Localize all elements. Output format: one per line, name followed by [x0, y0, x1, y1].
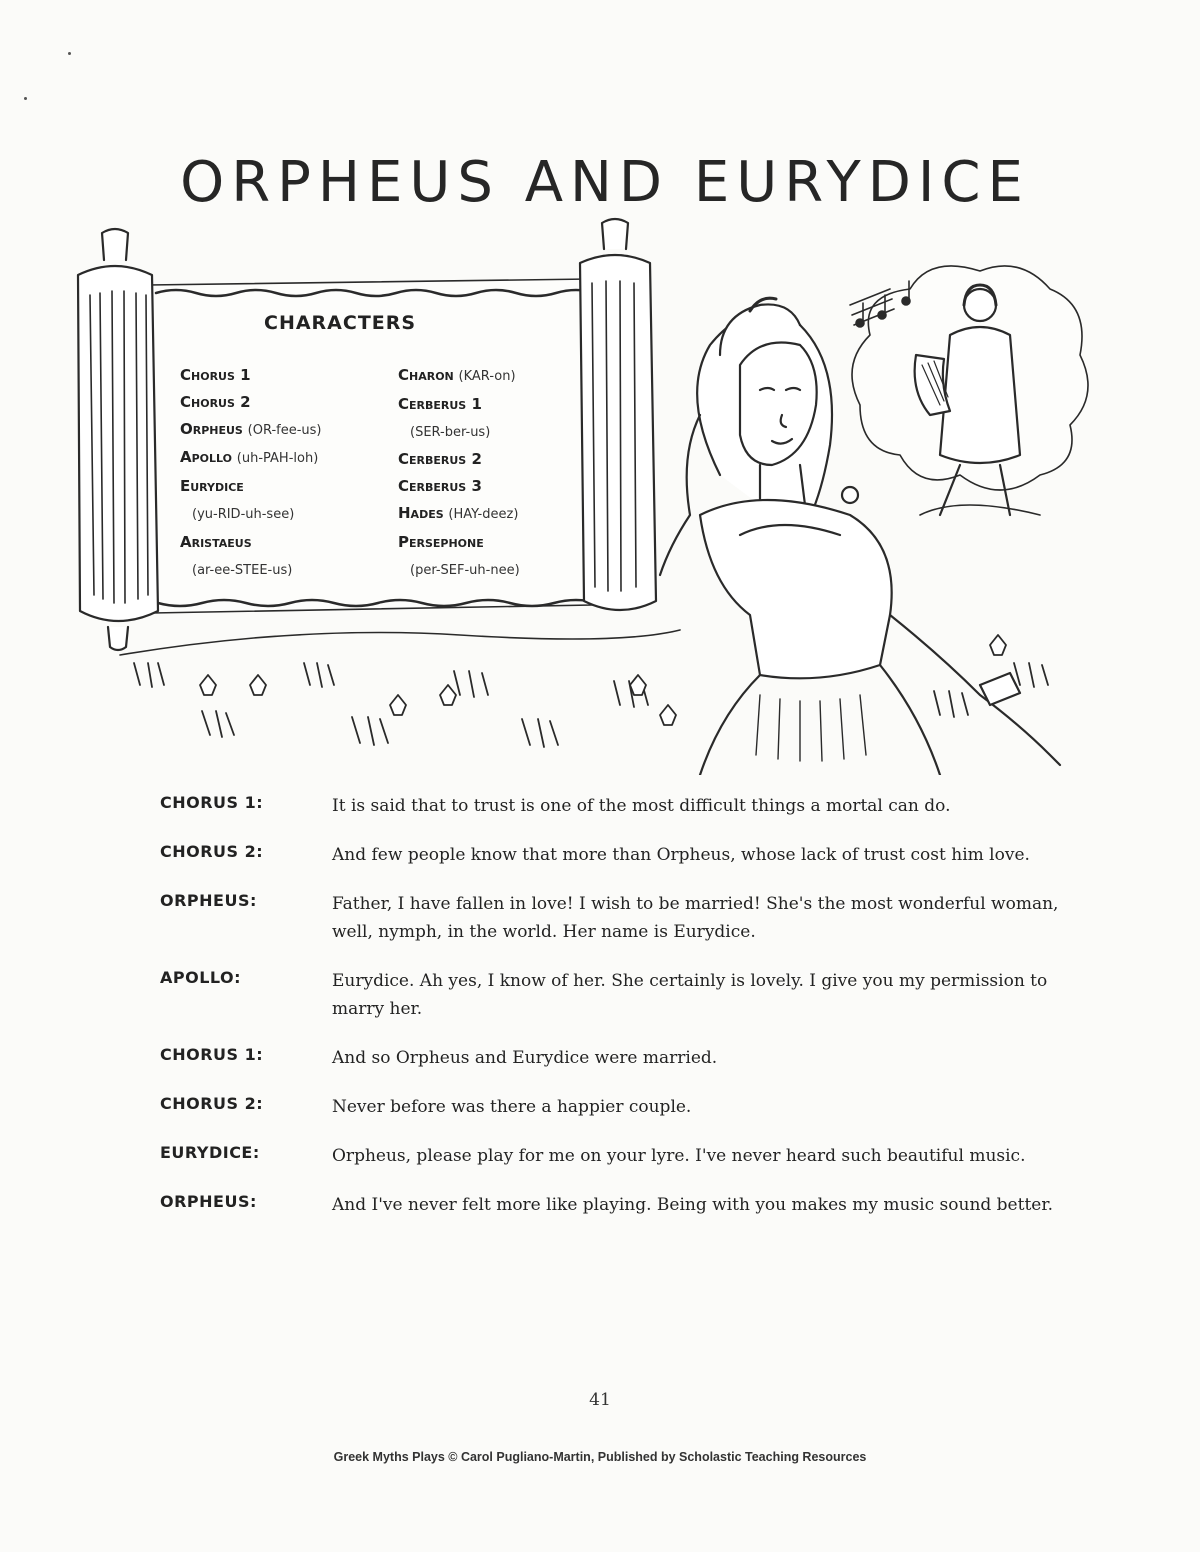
characters-heading: CHARACTERS — [264, 312, 417, 334]
character-pronunciation: (yu-RID-uh-see) — [192, 506, 295, 522]
speaker-label: CHORUS 2: — [160, 842, 264, 861]
page-number: 41 — [589, 1390, 611, 1410]
character-entry: Persephone — [398, 532, 484, 551]
character-entry: Eurydice — [180, 477, 244, 496]
dialogue-line — [160, 967, 1060, 1023]
character-entry: Charon (KAR-on) — [398, 366, 516, 384]
speech-text: Eurydice. Ah yes, I know of her. She certainly is lovely. I give you my permission to marry her. — [332, 971, 1048, 1019]
character-entry: Aristaeus — [180, 532, 252, 551]
dialogue-line — [160, 1142, 1060, 1170]
speech-text: It is said that to trust is one of the most difficult things a mortal can do. — [332, 796, 951, 816]
speech-text: Never before was there a happier couple. — [332, 1097, 692, 1117]
speech-text: Father, I have fallen in love! I wish to be married! She's the most wonderful woman, well, nymph, in the world. Her name is Eurydice. — [332, 894, 1059, 942]
dialogue-line — [160, 890, 1060, 946]
dialogue-line — [160, 792, 1060, 820]
character-entry: Chorus 2 — [180, 392, 251, 411]
speaker-label: CHORUS 2: — [160, 1094, 264, 1113]
character-column-right — [398, 362, 598, 584]
speech-text: Orpheus, please play for me on your lyre. I've never heard such beautiful music. — [332, 1146, 1026, 1166]
dialogue-line — [160, 1191, 1060, 1219]
speech-text: And so Orpheus and Eurydice were married. — [332, 1048, 718, 1068]
character-entry: Orpheus (OR-fee-us) — [180, 419, 322, 438]
character-column-left — [180, 362, 390, 584]
copyright-footer: Greek Myths Plays © Carol Pugliano-Martin, Published by Scholastic Teaching Resources — [333, 1450, 867, 1464]
character-entry: Cerberus 3 — [398, 477, 482, 496]
scan-speck — [24, 97, 27, 100]
dialogue-line — [160, 1093, 1060, 1121]
play-dialogue — [160, 792, 1060, 1240]
character-pronunciation: (ar-ee-STEE-us) — [192, 562, 293, 578]
character-pronunciation: (SER-ber-us) — [410, 424, 491, 440]
scan-speck — [68, 52, 71, 55]
speaker-label: CHORUS 1: — [160, 793, 264, 812]
speaker-label: ORPHEUS: — [160, 1192, 257, 1211]
speaker-label: ORPHEUS: — [160, 891, 257, 910]
speaker-label: EURYDICE: — [160, 1143, 260, 1162]
speech-text: And few people know that more than Orpheus, whose lack of trust cost him love. — [332, 845, 1030, 865]
speech-text: And I've never felt more like playing. Being with you makes my music sound better. — [332, 1195, 1054, 1215]
speaker-label: APOLLO: — [160, 968, 242, 987]
dialogue-line — [160, 1044, 1060, 1072]
character-entry: Cerberus 1 — [398, 394, 482, 413]
play-title: ORPHEUS AND EURYDICE — [180, 150, 1030, 215]
character-entry: Cerberus 2 — [398, 450, 482, 469]
dialogue-line — [160, 841, 1060, 869]
character-pronunciation: (per-SEF-uh-nee) — [410, 562, 520, 578]
character-entry: Chorus 1 — [180, 366, 251, 384]
character-entry: Apollo (uh-PAH-loh) — [180, 448, 319, 467]
character-entry: Hades (HAY-deez) — [398, 503, 519, 522]
speaker-label: CHORUS 1: — [160, 1045, 264, 1064]
